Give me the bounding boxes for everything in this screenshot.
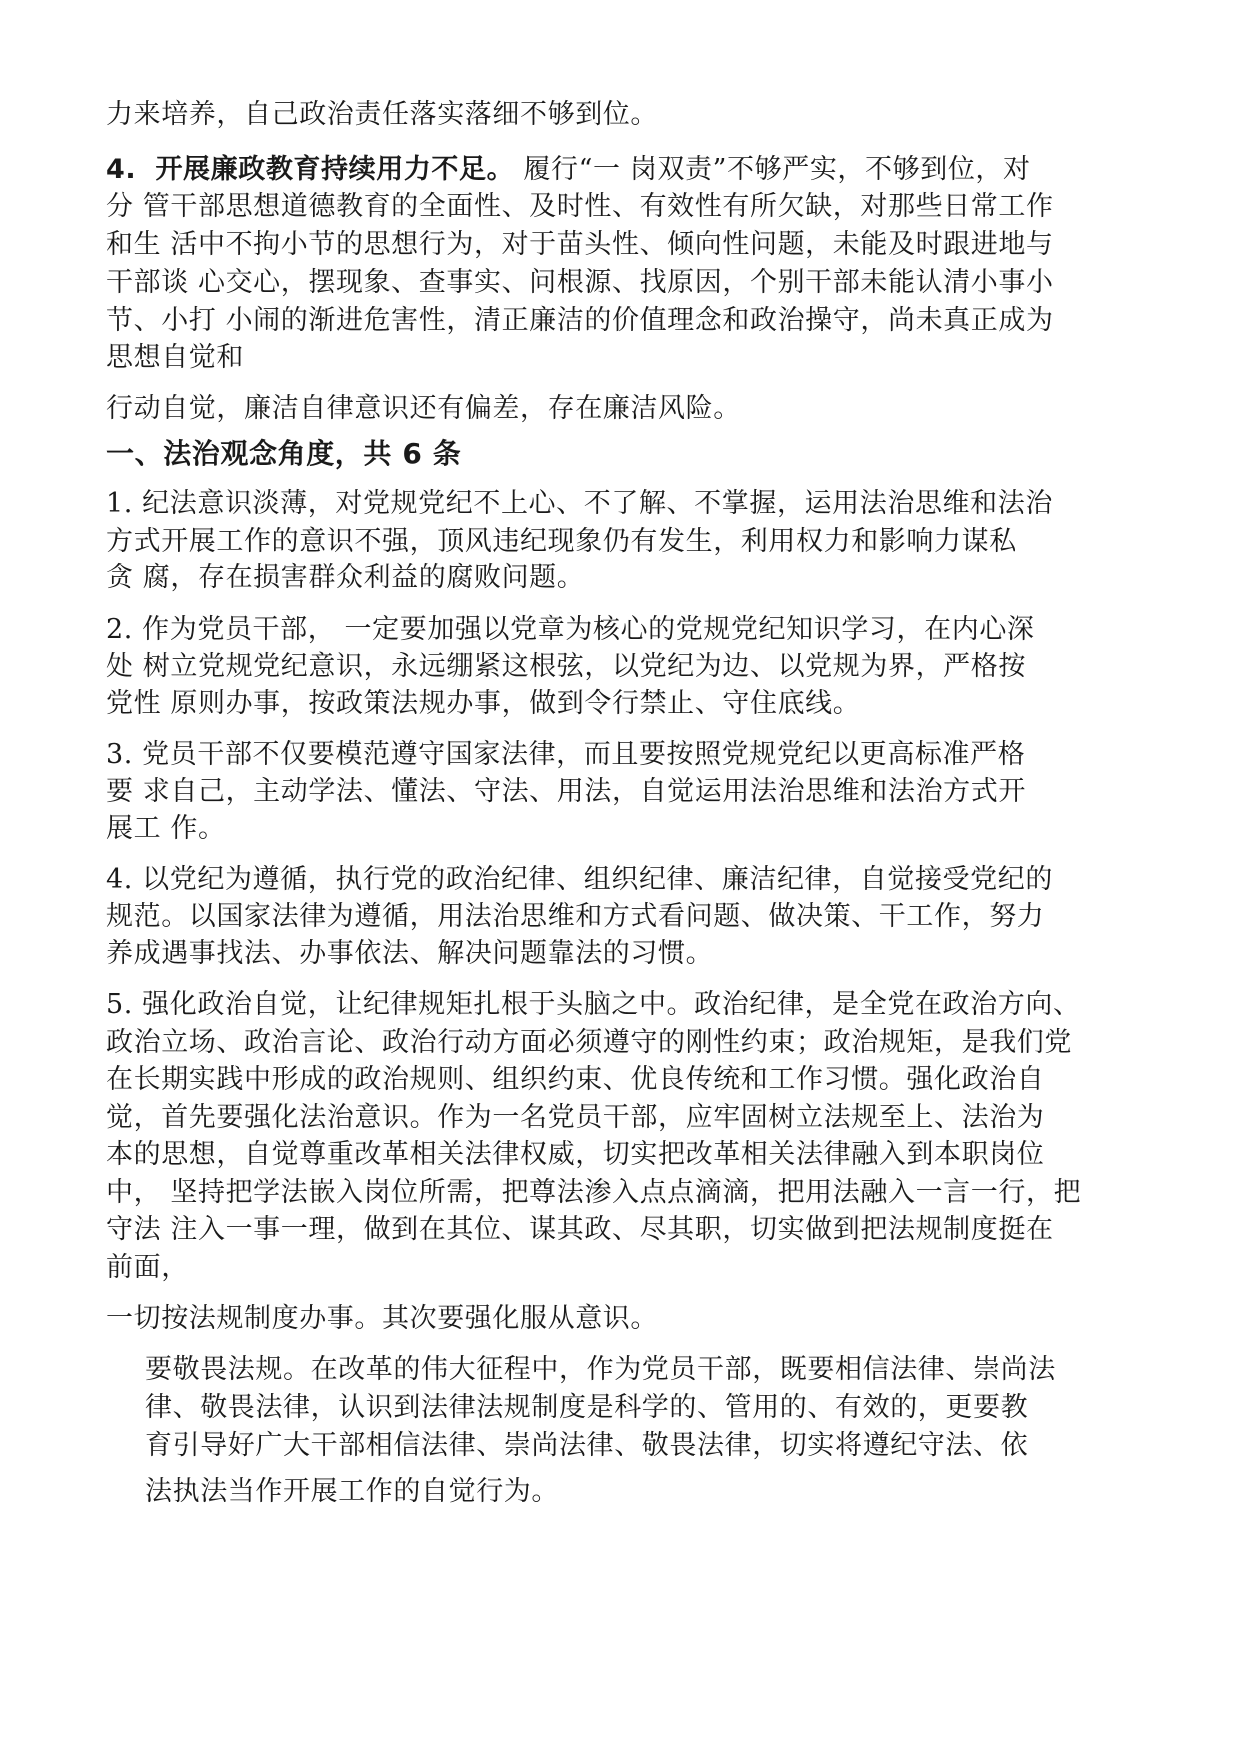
text-line: 方式开展工作的意识不强，顶风违纪现象仍有发生，利用权力和影响力谋私 — [106, 526, 1017, 557]
indented-text-line: 要敬畏法规。在改革的伟大征程中，作为党员干部，既要相信法律、崇尚法 — [145, 1354, 1056, 1385]
item-number: 4. — [106, 154, 137, 185]
item-4-line — [106, 153, 1031, 187]
text-line: 党性 原则办事，按政策法规办事，做到令行禁止、守住底线。 — [106, 688, 861, 719]
text-line: 养成遇事找法、办事依法、解决问题靠法的习惯。 — [106, 938, 714, 969]
indented-text-line: 法执法当作开展工作的自觉行为。 — [145, 1476, 559, 1507]
indented-text-line: 育引导好广大干部相信法律、崇尚法律、敬畏法律，切实将遵纪守法、依 — [145, 1430, 1029, 1461]
text-line: 要 求自己，主动学法、懂法、守法、用法，自觉运用法治思维和法治方式开 — [106, 776, 1026, 807]
text-line: 分 管干部思想道德教育的全面性、及时性、有效性有所欠缺，对那些日常工作 — [106, 191, 1054, 222]
text-line: 干部谈 心交心，摆现象、查事实、问根源、找原因，个别干部未能认清小事小 — [106, 267, 1054, 298]
text-line: 节、小打 小闹的渐进危害性，清正廉洁的价值理念和政治操守，尚未真正成为 — [106, 305, 1054, 336]
text-line: 4. 以党纪为遵循，执行党的政治纪律、组织纪律、廉洁纪律，自觉接受党纪的 — [106, 864, 1053, 895]
text-line: 1. 纪法意识淡薄，对党规党纪不上心、不了解、不掌握，运用法治思维和法治 — [106, 488, 1053, 519]
text-line: 本的思想，自觉尊重改革相关法律权威，切实把改革相关法律融入到本职岗位 — [106, 1139, 1045, 1170]
indented-text-line: 律、敬畏法律，认识到法律法规制度是科学的、管用的、有效的，更要教 — [145, 1392, 1029, 1423]
text-line: 力来培养，自己政治责任落实落细不够到位。 — [106, 99, 658, 130]
section-heading: 一、法治观念角度，共 6 条 — [106, 437, 462, 470]
text-line: 贪 腐，存在损害群众利益的腐败问题。 — [106, 562, 585, 593]
text-line: 政治立场、政治言论、政治行动方面必须遵守的刚性约束；政治规矩，是我们党 — [106, 1027, 1072, 1058]
text-line: 处 树立党规党纪意识，永远绷紧这根弦，以党纪为边、以党规为界，严格按 — [106, 651, 1026, 682]
text-line: 3. 党员干部不仅要模范遵守国家法律，而且要按照党规党纪以更高标准严格 — [106, 739, 1026, 770]
text-line: 规范。以国家法律为遵循，用法治思维和方式看问题、做决策、干工作，努力 — [106, 901, 1045, 932]
text-line: 守法 注入一事一理，做到在其位、谋其政、尽其职，切实做到把法规制度挺在 — [106, 1214, 1054, 1245]
text-line: 思想自觉和 — [106, 342, 244, 373]
item-bold-title: 开展廉政教育持续用力不足。 — [155, 154, 515, 185]
text-line: 2. 作为党员干部， 一定要加强以党章为核心的党规党纪知识学习，在内心深 — [106, 614, 1035, 645]
text-line: 中， 坚持把学法嵌入岗位所需，把尊法渗入点点滴滴，把用法融入一言一行，把 — [106, 1177, 1082, 1208]
text-line: 一切按法规制度办事。其次要强化服从意识。 — [106, 1303, 658, 1334]
text-line: 5. 强化政治自觉，让纪律规矩扎根于头脑之中。政治纪律，是全党在政治方向、 — [106, 989, 1081, 1020]
text-line: 行动自觉，廉洁自律意识还有偏差，存在廉洁风险。 — [106, 393, 741, 424]
text-line: 展工 作。 — [106, 813, 226, 844]
item-text: 履行“一 岗双责”不够严实，不够到位，对 — [514, 154, 1031, 185]
text-line: 觉，首先要强化法治意识。作为一名党员干部，应牢固树立法规至上、法治为 — [106, 1102, 1045, 1133]
text-line: 和生 活中不拘小节的思想行为，对于苗头性、倾向性问题，未能及时跟进地与 — [106, 229, 1054, 260]
text-line: 在长期实践中形成的政治规则、组织约束、优良传统和工作习惯。强化政治自 — [106, 1064, 1045, 1095]
text-line: 前面， — [106, 1252, 189, 1283]
